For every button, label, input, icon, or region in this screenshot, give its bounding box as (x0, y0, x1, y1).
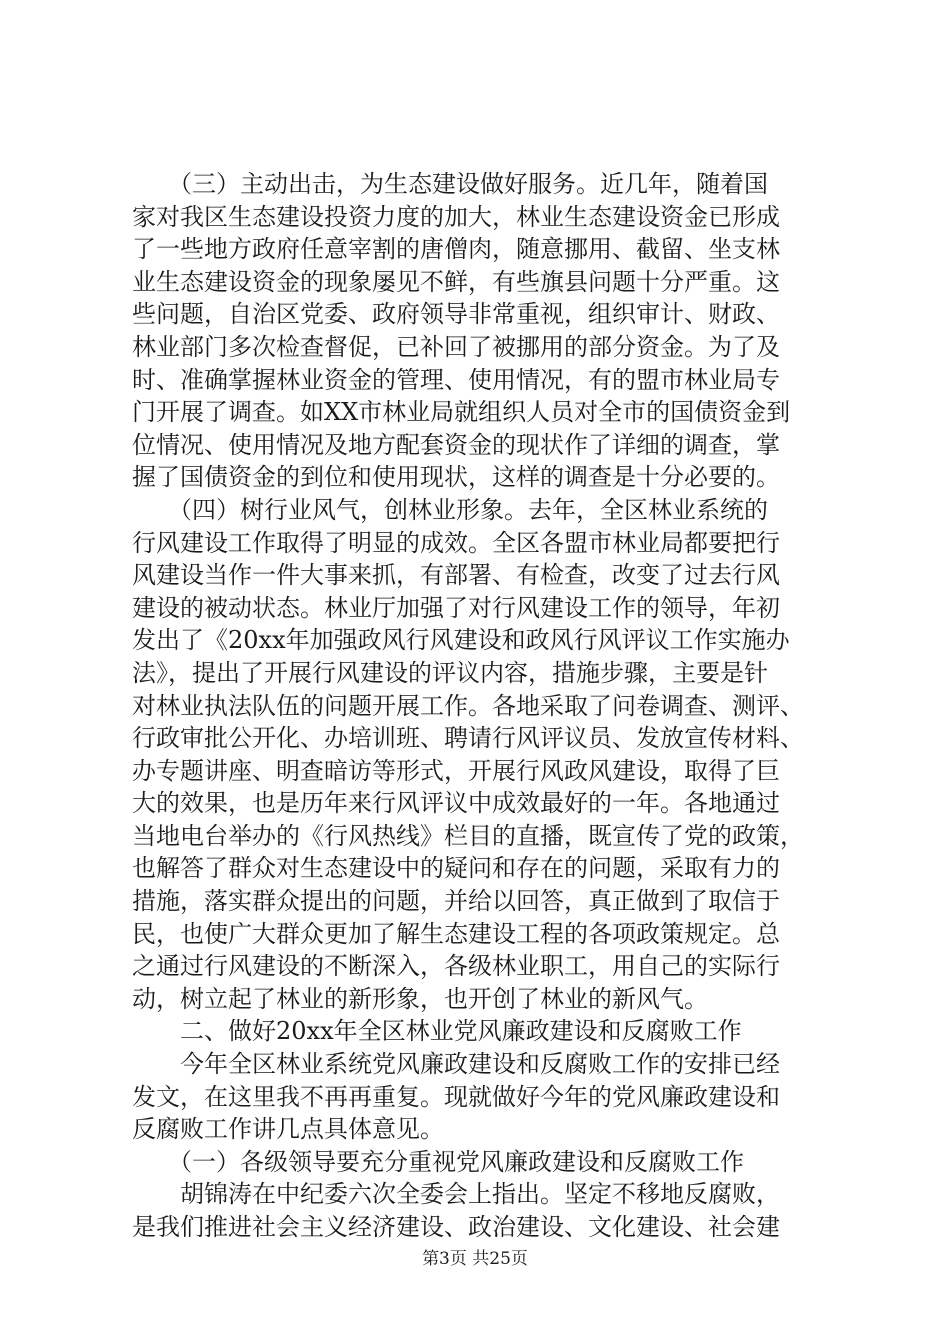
text-line: 法》，提出了开展行风建设的评议内容，措施步骤，主要是针 (132, 658, 768, 687)
text-line: 握了国债资金的到位和使用现状，这样的调查是十分必要的。 (132, 463, 780, 492)
text-line: 发文，在这里我不再再重复。现就做好今年的党风廉政建设和 (132, 1082, 780, 1111)
text-line: （三）主动出击，为生态建设做好服务。近几年，随着国 (132, 170, 768, 198)
text-line: （四）树行业风气，创林业形象。去年，全区林业系统的 (132, 495, 768, 524)
text-line: 门开展了调查。如XX市林业局就组织人员对全市的国债资金到 (132, 398, 791, 427)
body-text (132, 168, 852, 1244)
page-number-footer: 第3页 共25页 (422, 1249, 528, 1269)
text-line: 当地电台举办的《行风热线》栏目的直播，既宣传了党的政策， (132, 821, 804, 850)
text-line: 对林业执法队伍的问题开展工作。各地采取了问卷调查、测评、 (132, 691, 804, 720)
section-heading: 二、做好20xx年全区林业党风廉政建设和反腐败工作 (132, 1017, 742, 1046)
text-line: 反腐败工作讲几点具体意见。 (132, 1115, 444, 1144)
subsection-heading: （一）各级领导要充分重视党风廉政建设和反腐败工作 (132, 1147, 744, 1176)
text-line: 胡锦涛在中纪委六次全委会上指出。坚定不移地反腐败， (132, 1180, 780, 1209)
text-line: 风建设当作一件大事来抓，有部署、有检查，改变了过去行风 (132, 561, 780, 590)
text-line: 措施，落实群众提出的问题，并给以回答，真正做到了取信于 (132, 887, 780, 916)
text-line: 位情况、使用情况及地方配套资金的现状作了详细的调查，掌 (132, 430, 780, 459)
text-line: 建设的被动状态。林业厅加强了对行风建设工作的领导，年初 (132, 593, 780, 622)
text-line: 家对我区生态建设投资力度的加大，林业生态建设资金已形成 (132, 202, 780, 231)
text-line: 业生态建设资金的现象屡见不鲜，有些旗县问题十分严重。这 (132, 267, 780, 296)
text-line: 办专题讲座、明查暗访等形式，开展行风政风建设，取得了巨 (132, 756, 780, 785)
text-line: 大的效果，也是历年来行风评议中成效最好的一年。各地通过 (132, 789, 780, 818)
text-line: 民，也使广大群众更加了解生态建设工程的各项政策规定。总 (132, 919, 780, 948)
text-line: 林业部门多次检查督促，已补回了被挪用的部分资金。为了及 (132, 332, 780, 361)
text-line: 些问题，自治区党委、政府领导非常重视，组织审计、财政、 (132, 300, 780, 329)
text-line: 动，树立起了林业的新形象，也开创了林业的新风气。 (132, 984, 708, 1013)
text-line: 行政审批公开化、办培训班、聘请行风评议员、发放宣传材料、 (132, 724, 804, 753)
text-line: 发出了《20xx年加强政风行风建设和政风行风评议工作实施办 (132, 626, 790, 655)
text-line: 也解答了群众对生态建设中的疑问和存在的问题，采取有力的 (132, 854, 780, 883)
text-line: 行风建设工作取得了明显的成效。全区各盟市林业局都要把行 (132, 528, 780, 557)
text-line: 了一些地方政府任意宰割的唐僧肉，随意挪用、截留、坐支林 (132, 235, 780, 264)
text-line: 之通过行风建设的不断深入，各级林业职工，用自己的实际行 (132, 952, 780, 981)
text-line: 时、准确掌握林业资金的管理、使用情况，有的盟市林业局专 (132, 365, 780, 394)
text-line: 今年全区林业系统党风廉政建设和反腐败工作的安排已经 (132, 1050, 780, 1079)
text-line: 是我们推进社会主义经济建设、政治建设、文化建设、社会建 (132, 1213, 780, 1241)
